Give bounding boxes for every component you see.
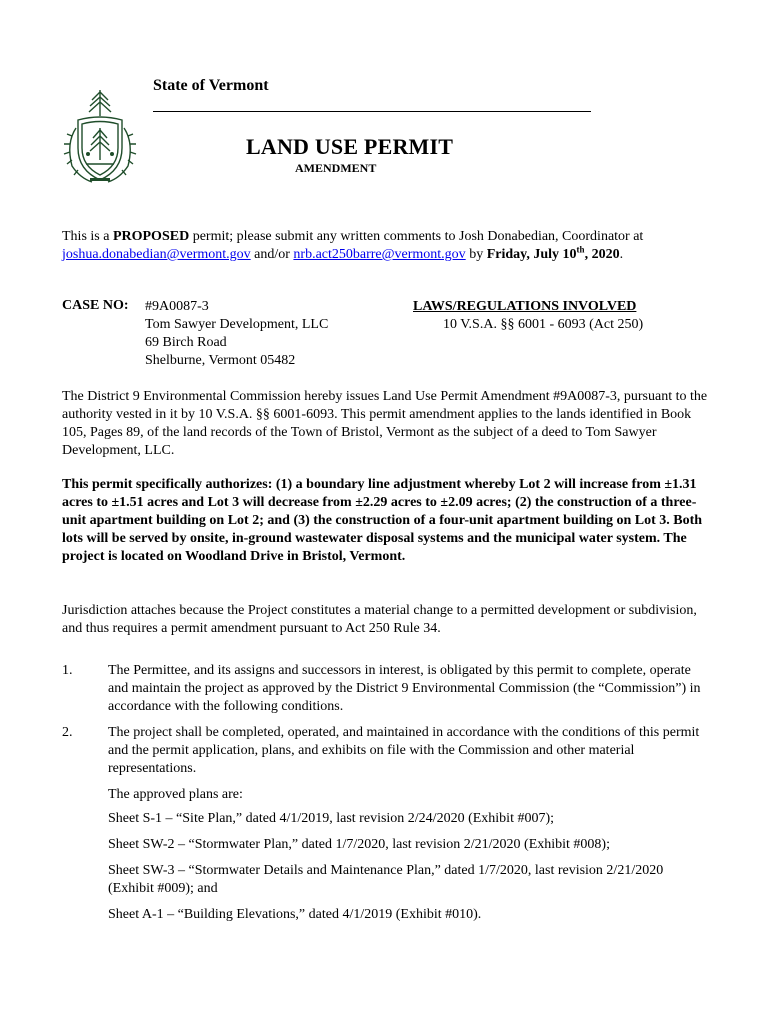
- condition-text: The Permittee, and its assigns and successors in interest, is obligated by this permit to complete, operate and maintain the project as approved by the District 9 Environmental Commission (the “Commission”) in accordance with the following conditions.: [108, 663, 701, 714]
- proposed-label: PROPOSED: [112, 229, 190, 244]
- permit-issuance-paragraph: The District 9 Environmental Commission hereby issues Land Use Permit Amendment #9A0087-3, pursuant to the authority vested in it by 10 V.S.A. §§ 6001-6093. This permit amendment applies to the lands identified in Book 105, Pages 89, of the land records of the Town of Bristol, Vermont as the subject of a deed to Tom Sawyer Development, LLC.: [62, 389, 708, 458]
- plan-item: Sheet SW-2 – “Stormwater Plan,” dated 1/7/2020, last revision 2/21/2020 (Exhibit #008);: [108, 837, 610, 852]
- plan-item: Sheet A-1 – “Building Elevations,” dated 4/1/2019 (Exhibit #010).: [108, 907, 482, 922]
- deadline-suffix: th: [576, 244, 585, 255]
- jurisdiction-paragraph: Jurisdiction attaches because the Project constitutes a material change to a permitted development or subdivision, and thus requires a permit amendment pursuant to Act 250 Rule 34.: [62, 603, 697, 636]
- deadline-date: Friday, July 10: [486, 247, 577, 262]
- permit-authorization-paragraph: This permit specifically authorizes: (1) a boundary line adjustment whereby Lot 2 will increase from ±1.31 acres to ±1.51 acres and Lot 3 will decrease from ±2.29 acres to ±2.09 acres; (2) the construction of a three-unit apartment building on Lot 2; and (3) the construction of a four-unit apartment building on Lot 3. Both lots will be served by onsite, in-ground wastewater disposal systems and the municipal water system. The project is located on Woodland Drive in Bristol, Vermont.: [62, 477, 703, 564]
- plan-item: Sheet SW-3 – “Stormwater Details and Maintenance Plan,” dated 1/7/2020, last revision 2/21/2020 (Exhibit #009); and: [108, 863, 664, 896]
- case-label: CASE NO:: [62, 298, 129, 313]
- condition-number: 2.: [62, 725, 73, 740]
- intro-text: and/or: [250, 247, 294, 262]
- laws-value: 10 V.S.A. §§ 6001 - 6093 (Act 250): [443, 317, 644, 332]
- laws-heading: LAWS/REGULATIONS INVOLVED: [413, 299, 637, 314]
- page-title: LAND USE PERMIT: [246, 134, 454, 159]
- condition-number: 1.: [62, 663, 73, 678]
- vermont-seal-icon: [58, 88, 142, 186]
- intro-text: .: [619, 247, 624, 262]
- condition-text: The project shall be completed, operated, and maintained in accordance with the conditions of this permit and the permit application, plans, and exhibits on file with the Commission and other material representations.: [108, 725, 700, 776]
- intro-paragraph: [62, 228, 712, 264]
- case-number: #9A0087-3: [145, 299, 209, 314]
- page-subtitle: AMENDMENT: [295, 161, 377, 175]
- intro-text: This is a: [62, 229, 113, 244]
- state-name: State of Vermont: [153, 77, 269, 94]
- applicant-address-2: Shelburne, Vermont 05482: [145, 353, 296, 368]
- applicant-address-1: 69 Birch Road: [145, 335, 227, 350]
- applicant-name: Tom Sawyer Development, LLC: [145, 317, 329, 332]
- approved-plans-intro: The approved plans are:: [108, 787, 243, 802]
- laws-block: [413, 298, 643, 334]
- case-block: [145, 298, 328, 370]
- email-link-coordinator[interactable]: joshua.donabedian@vermont.gov: [62, 247, 251, 262]
- deadline: [486, 244, 620, 262]
- intro-text: by: [465, 247, 487, 262]
- deadline-year: , 2020: [584, 247, 620, 262]
- email-link-act250[interactable]: nrb.act250barre@vermont.gov: [293, 247, 466, 262]
- header-rule: [153, 111, 591, 112]
- plan-item: Sheet S-1 – “Site Plan,” dated 4/1/2019, last revision 2/24/2020 (Exhibit #007);: [108, 811, 555, 826]
- intro-text: permit; please submit any written comments to Josh Donabedian, Coordinator at: [189, 229, 644, 244]
